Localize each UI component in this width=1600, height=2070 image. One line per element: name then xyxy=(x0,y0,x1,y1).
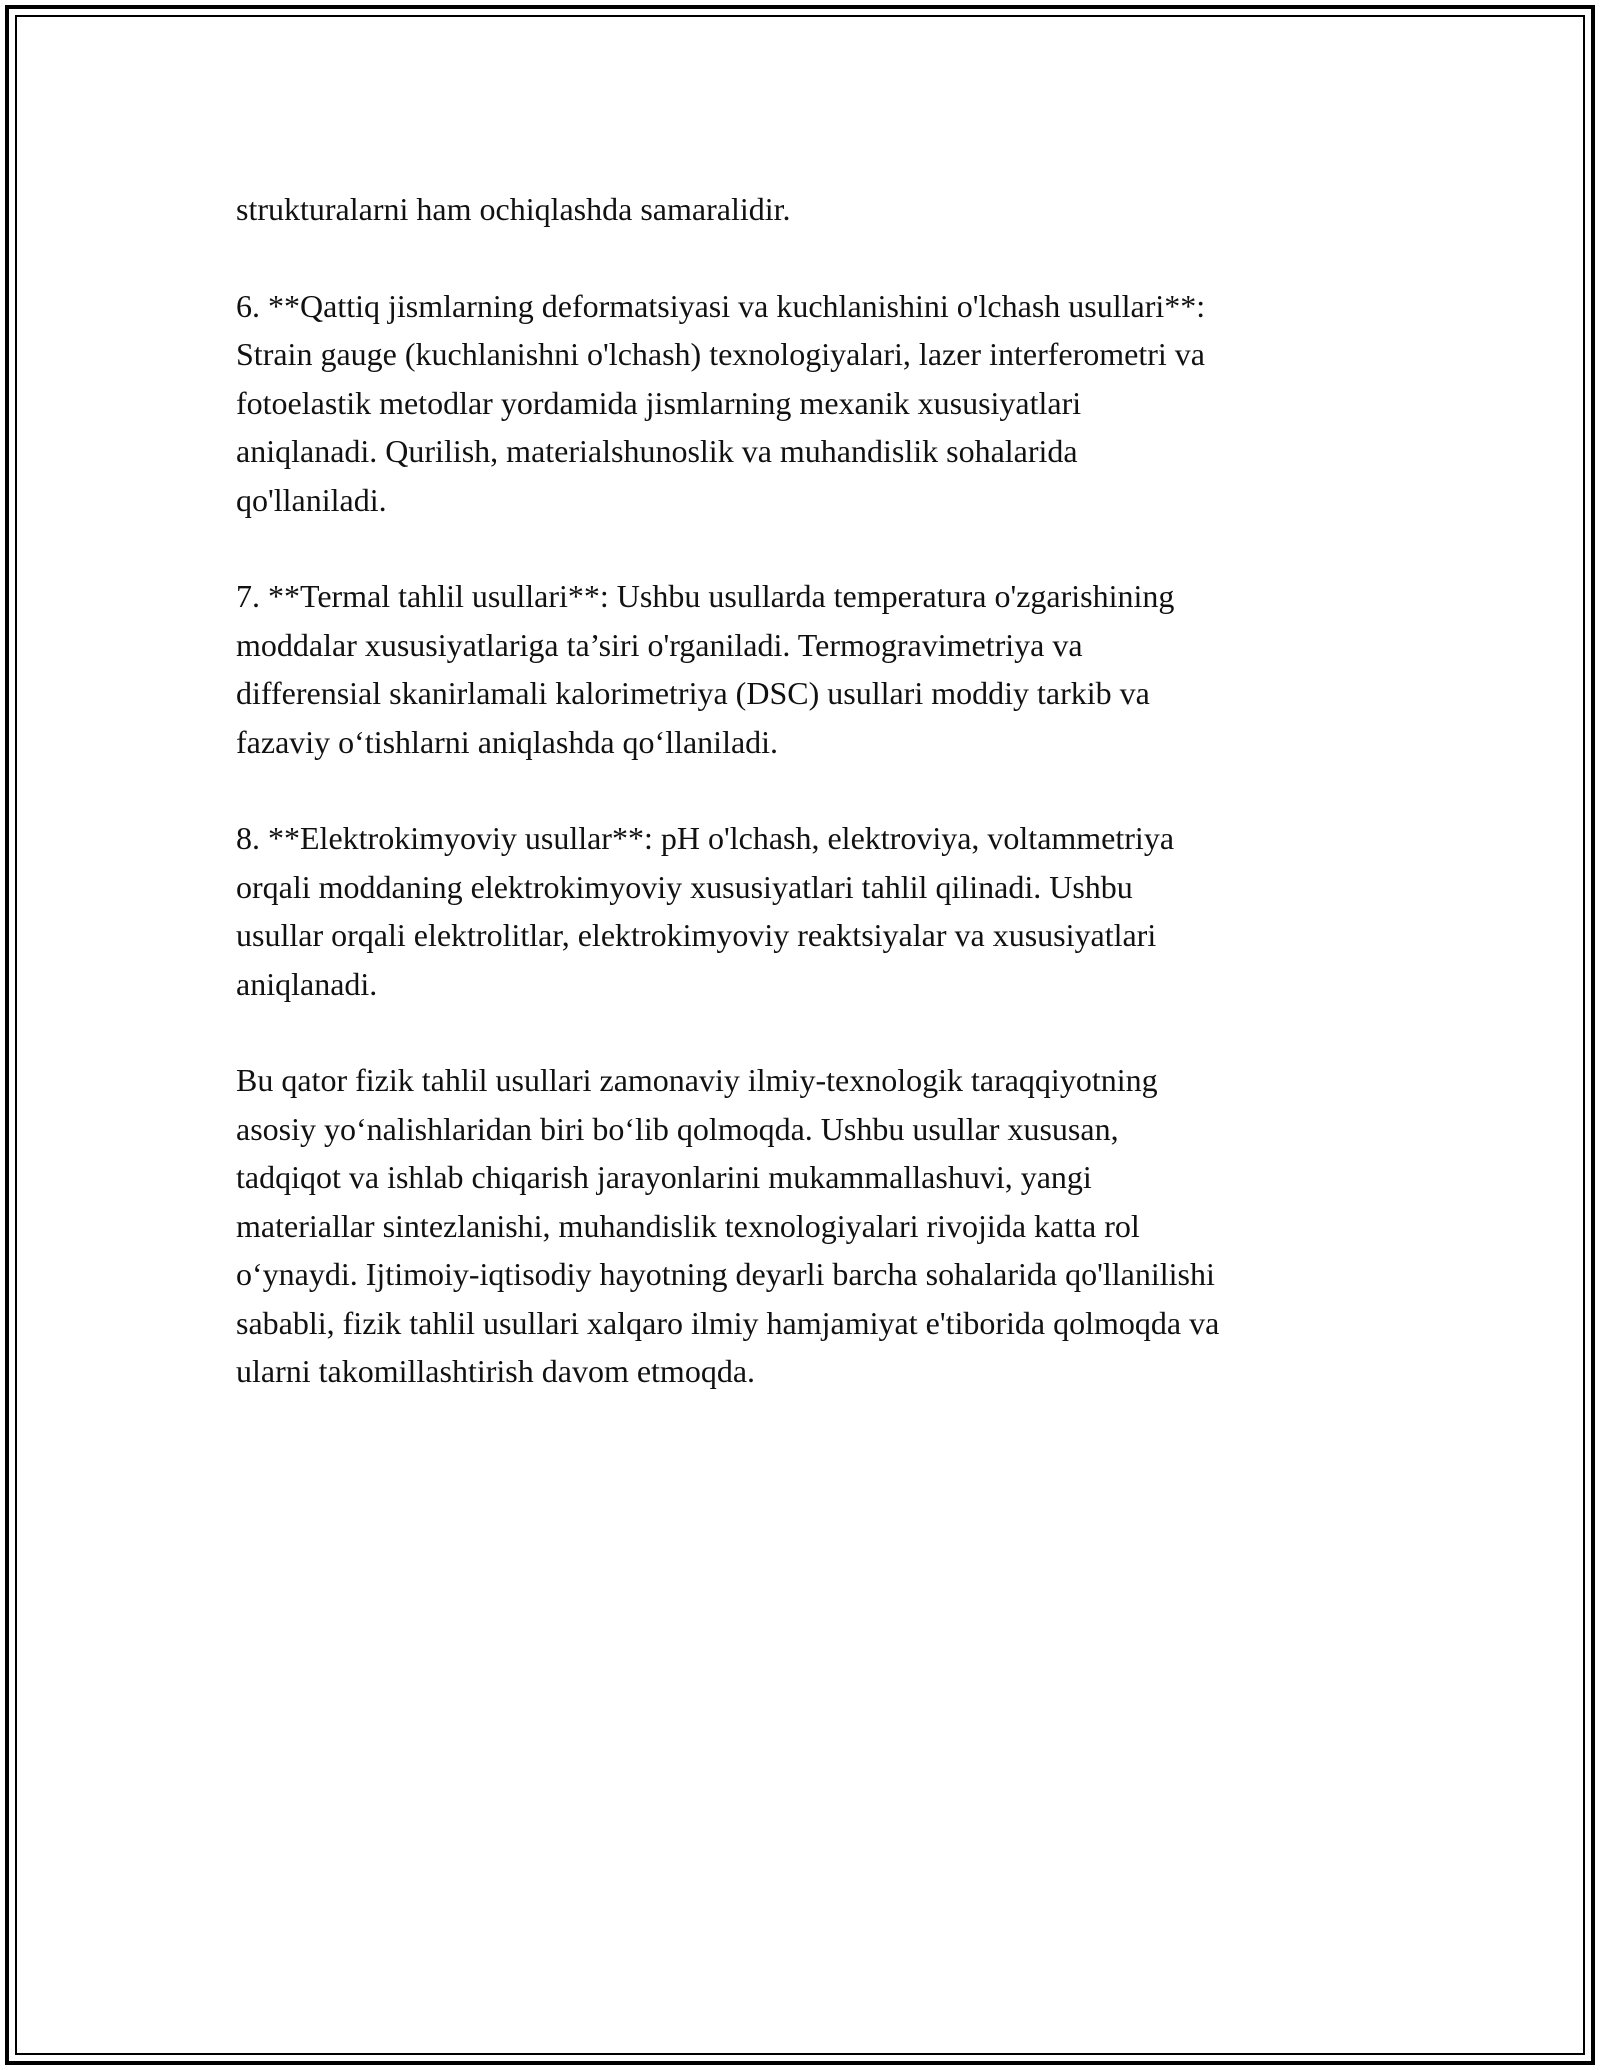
paragraph-item-6 xyxy=(236,282,1366,525)
paragraph-conclusion xyxy=(236,1056,1366,1396)
text-line: fotoelastik metodlar yordamida jismlarning mexanik xususiyatlari xyxy=(236,384,1082,421)
document-body xyxy=(236,185,1366,1444)
text-line: usullar orqali elektrolitlar, elektrokimyoviy reaktsiyalar va xususiyatlari xyxy=(236,917,1157,953)
text-line: orqali moddaning elektrokimyoviy xususiyatlari tahlil qilinadi. Ushbu xyxy=(236,868,1133,905)
text-line: 6. **Qattiq jismlarning deformatsiyasi va kuchlanishini o'lchash usullari**: xyxy=(236,287,1206,324)
text-line: Strain gauge (kuchlanishni o'lchash) texnologiyalari, lazer interferometri va xyxy=(236,336,1205,372)
text-line: asosiy yo‘nalishlaridan biri bo‘lib qolmoqda. Ushbu usullar xususan, xyxy=(236,1110,1119,1147)
text-line: aniqlanadi. Qurilish, materialshunoslik va muhandislik sohalarida xyxy=(236,433,1078,469)
text-line: qo'llaniladi. xyxy=(236,481,387,518)
text-line: 7. **Termal tahlil usullari**: Ushbu usullarda temperatura o'zgarishining xyxy=(236,578,1175,614)
paragraph-item-7 xyxy=(236,572,1366,766)
text-line: moddalar xususiyatlariga ta’siri o'rganiladi. Termogravimetriya va xyxy=(236,626,1083,663)
text-line: differensial skanirlamali kalorimetriya (DSC) usullari moddiy tarkib va xyxy=(236,675,1150,711)
text-line: tadqiqot va ishlab chiqarish jarayonlarini mukammallashuvi, yangi xyxy=(236,1159,1092,1195)
text-line: 8. **Elektrokimyoviy usullar**: pH o'lchash, elektroviya, voltammetriya xyxy=(236,820,1175,856)
text-line: Bu qator fizik tahlil usullari zamonaviy ilmiy-texnologik taraqqiyotning xyxy=(236,1062,1158,1098)
paragraph-item-8 xyxy=(236,814,1366,1008)
text-line: o‘ynaydi. Ijtimoiy-iqtisodiy hayotning deyarli barcha sohalarida qo'llanilishi xyxy=(236,1256,1215,1292)
text-line: fazaviy o‘tishlarni aniqlashda qo‘llaniladi. xyxy=(236,723,779,760)
paragraph-intro-continuation xyxy=(236,185,1366,234)
text-line: materiallar sintezlanishi, muhandislik texnologiyalari rivojida katta rol xyxy=(236,1207,1140,1244)
text-line: sababli, fizik tahlil usullari xalqaro ilmiy hamjamiyat e'tiborida qolmoqda va xyxy=(236,1304,1220,1341)
text-line: strukturalarni ham ochiqlashda samaralidir. xyxy=(236,191,791,227)
text-line: ularni takomillashtirish davom etmoqda. xyxy=(236,1353,756,1389)
text-line: aniqlanadi. xyxy=(236,965,378,1002)
